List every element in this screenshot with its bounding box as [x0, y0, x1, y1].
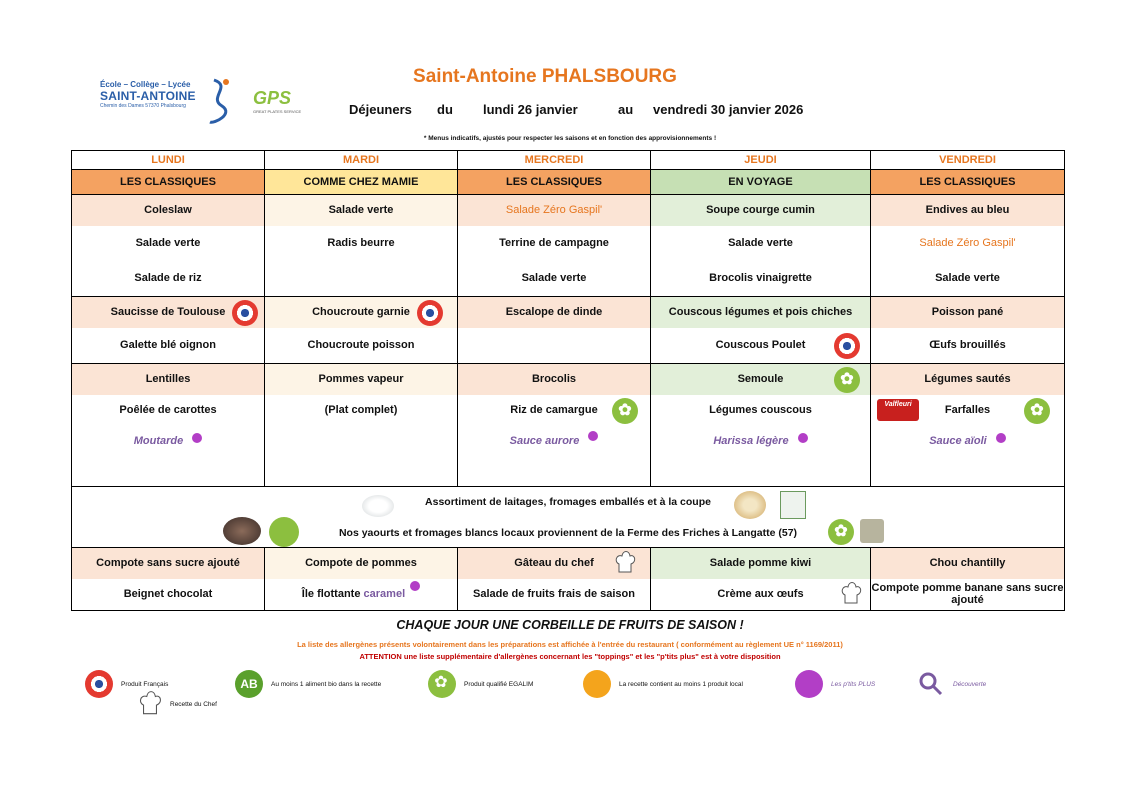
laitages-line2: Nos yaourts et fromages blancs locaux proviennent de la Ferme des Friches à Langatte (57): [338, 527, 798, 539]
legend-label: Produit Français: [121, 680, 169, 688]
dish: Coleslaw: [72, 195, 264, 226]
theme-cell: LES CLASSIQUES: [72, 170, 265, 195]
laitages-cell: [72, 487, 1065, 548]
plat-cell: [458, 297, 651, 364]
dish: [72, 297, 264, 328]
legend-label: Découverte: [953, 680, 987, 688]
dish-label: Crème aux œufs: [717, 588, 804, 600]
ptits-plus-icon: [996, 433, 1006, 443]
dish: Brocolis vinaigrette: [709, 272, 812, 284]
ptits-plus-icon: [798, 433, 808, 443]
dessert-cell: [871, 548, 1065, 611]
dish: Compote sans sucre ajouté: [72, 548, 264, 579]
ptits-plus-icon: [410, 581, 420, 591]
dish: [265, 297, 457, 328]
dish-label: Semoule: [737, 373, 784, 385]
legend-label: Produit qualifié EGALIM: [464, 680, 534, 688]
topping-label: Sauce aïoli: [929, 435, 987, 447]
garniture-cell: [651, 364, 871, 487]
vallfleuri-brand: Valfleuri: [884, 401, 912, 408]
dish-label: Choucroute garnie: [312, 306, 410, 318]
dessert-cell: [265, 548, 458, 611]
dish: Salade verte: [728, 237, 793, 249]
legend-label: Les p'tits PLUS: [831, 680, 876, 688]
entree-cell: [265, 195, 458, 297]
theme-cell: LES CLASSIQUES: [458, 170, 651, 195]
dish-label: Farfalles: [944, 404, 991, 416]
dish: Terrine de campagne: [499, 237, 609, 249]
garniture-cell: [72, 364, 265, 487]
legend-item-chef: [138, 690, 217, 718]
dish: Légumes couscous: [709, 404, 812, 416]
french-product-icon: [834, 333, 860, 359]
dish: Escalope de dinde: [458, 297, 650, 328]
dish: Endives au bleu: [871, 195, 1064, 226]
dish: [458, 395, 650, 426]
dish: Poêlée de carottes: [119, 404, 217, 416]
dish: Salade verte: [135, 237, 201, 249]
entree-cell: [651, 195, 871, 297]
day-header: VENDREDI: [871, 151, 1065, 170]
dish: Lentilles: [72, 364, 264, 395]
legend-item-local: [583, 670, 743, 698]
dish: [651, 579, 870, 610]
dish: [651, 328, 870, 363]
dish: Beignet chocolat: [123, 588, 213, 600]
local-product-icon: [860, 519, 884, 543]
dish: Poisson pané: [871, 297, 1064, 328]
week-start: lundi 26 janvier: [483, 102, 578, 117]
legend-label: La recette contient au moins 1 produit local: [619, 680, 743, 688]
day-header: MERCREDI: [458, 151, 651, 170]
ptits-plus-icon: [588, 431, 598, 441]
cheese-box-image: [780, 491, 806, 519]
french-product-icon: [232, 300, 258, 326]
school-line2: SAINT-ANTOINE: [100, 89, 196, 103]
dish: Salade de riz: [134, 272, 202, 284]
egalim-icon: [834, 367, 860, 393]
dish: [72, 426, 264, 486]
dessert-cell: [458, 548, 651, 611]
vallfleuri-logo: [877, 399, 919, 421]
dish: [265, 426, 457, 486]
dish: Salade verte: [265, 195, 457, 226]
dish: Chou chantilly: [871, 548, 1064, 579]
dish: Légumes sautés: [871, 364, 1064, 395]
plat-cell: [265, 297, 458, 364]
laitages-line1: Assortiment de laitages, fromages emballés et à la coupe: [425, 496, 711, 508]
plat-cell: [871, 297, 1065, 364]
allergen-notice: La liste des allergènes présents volontairement dans les préparations est affichée à l'entrée du restaurant ( conformément au règlement UE n° 1169/2011): [297, 640, 843, 649]
garniture-cell: [871, 364, 1065, 487]
dish: Brocolis: [458, 364, 650, 395]
day-header: LUNDI: [72, 151, 265, 170]
egalim-icon: [1024, 398, 1050, 424]
chef-hat-icon: [840, 581, 862, 607]
bio-icon: AB: [235, 670, 263, 698]
day-header: MARDI: [265, 151, 458, 170]
menu-note: * Menus indicatifs, ajustés pour respecter les saisons et en fonction des approvisionnements !: [423, 135, 717, 142]
ptits-plus-icon: [795, 670, 823, 698]
egalim-icon: [612, 398, 638, 424]
gps-logo-text: GPS: [253, 88, 292, 108]
dish-label: Île flottante: [301, 588, 361, 600]
dish: [265, 261, 457, 296]
dish: Galette blé oignon: [120, 339, 216, 351]
legend-item-decouverte: [917, 670, 986, 698]
dish: Pommes vapeur: [265, 364, 457, 395]
legend-item-plus: [795, 670, 875, 698]
dessert-cell: [72, 548, 265, 611]
dish: Choucroute poisson: [307, 339, 415, 351]
school-line1: École – Collège – Lycée: [100, 80, 191, 89]
farm-photo: [223, 517, 261, 545]
chef-hat-icon: [138, 690, 162, 718]
legend-item-egalim: [428, 670, 533, 698]
dish: Soupe courge cumin: [651, 195, 870, 226]
chef-hat-icon: [614, 550, 636, 576]
school-logo: [100, 80, 240, 130]
week-du: du: [437, 102, 453, 117]
legend-label: Au moins 1 aliment bio dans la recette: [271, 680, 382, 688]
dish: Couscous légumes et pois chiches: [651, 297, 870, 328]
ferme-logo-icon: [269, 517, 299, 547]
dish: [458, 548, 650, 579]
legend-item-bio: [235, 670, 381, 698]
topping-label: caramel: [363, 588, 406, 600]
garniture-cell: [458, 364, 651, 487]
cheese-image: [734, 491, 766, 519]
day-header: JEUDI: [651, 151, 871, 170]
yogurt-image: [362, 495, 394, 517]
theme-cell: LES CLASSIQUES: [871, 170, 1065, 195]
dish: [458, 426, 650, 486]
topping-label: Harissa légère: [713, 435, 789, 447]
topping-label: Moutarde: [133, 435, 184, 447]
theme-cell: COMME CHEZ MAMIE: [265, 170, 458, 195]
dish: [651, 364, 870, 395]
dish: [871, 395, 1064, 426]
dish: Compote de pommes: [265, 548, 457, 579]
dish: (Plat complet): [324, 404, 398, 416]
dish-label: Saucisse de Toulouse: [110, 306, 226, 318]
theme-cell: EN VOYAGE: [651, 170, 871, 195]
dish: Salade pomme kiwi: [651, 548, 870, 579]
plat-cell: [72, 297, 265, 364]
dish: [871, 426, 1064, 486]
entree-cell: [72, 195, 265, 297]
dish: Salade de fruits frais de saison: [472, 588, 635, 600]
week-au: au: [618, 102, 634, 117]
legend-label: Recette du Chef: [170, 700, 217, 708]
french-product-icon: [417, 300, 443, 326]
magnifier-icon: [917, 670, 945, 698]
local-product-icon: [583, 670, 611, 698]
dish-label: Gâteau du chef: [514, 557, 594, 569]
fruit-basket-banner: CHAQUE JOUR UNE CORBEILLE DE FRUITS DE SAISON !: [396, 618, 744, 632]
dish: Salade Zéro Gaspil': [919, 237, 1016, 249]
school-line3: Chemin des Dames 57370 Phalsbourg: [100, 103, 186, 109]
week-label: Déjeuners: [349, 102, 412, 117]
week-end: vendredi 30 janvier 2026: [653, 102, 804, 117]
school-emblem-icon: [204, 76, 238, 128]
dish: [265, 579, 457, 610]
dish: Radis beurre: [327, 237, 395, 249]
dish: Œufs brouillés: [929, 339, 1006, 351]
gps-tagline: GREAT PLATES SERVICE: [253, 109, 302, 114]
dessert-cell: [651, 548, 871, 611]
attention-notice: ATTENTION une liste supplémentaire d'allergènes concernant les "toppings" et les "p'tits plus" est à votre disposition: [359, 652, 781, 661]
ptits-plus-icon: [192, 433, 202, 443]
dish: Salade verte: [935, 272, 1000, 284]
topping-label: Sauce aurore: [509, 435, 580, 447]
egalim-icon: [828, 519, 854, 545]
entree-cell: [458, 195, 651, 297]
entree-cell: [871, 195, 1065, 297]
gps-logo: [253, 88, 313, 124]
dish: Salade Zéro Gaspil': [458, 195, 650, 226]
garniture-cell: [265, 364, 458, 487]
legend: [85, 670, 1045, 720]
dish: Compote pomme banane sans sucre ajouté: [871, 582, 1064, 606]
dish-label: Couscous Poulet: [715, 339, 806, 351]
plat-cell: [651, 297, 871, 364]
egalim-icon: [428, 670, 456, 698]
dish: [651, 426, 870, 486]
page-title: Saint-Antoine PHALSBOURG: [413, 66, 677, 87]
menu-table: [71, 150, 1065, 611]
dish-label: Riz de camargue: [510, 404, 598, 416]
dish: [458, 328, 650, 363]
dish: Salade verte: [521, 272, 587, 284]
french-product-icon: [85, 670, 113, 698]
